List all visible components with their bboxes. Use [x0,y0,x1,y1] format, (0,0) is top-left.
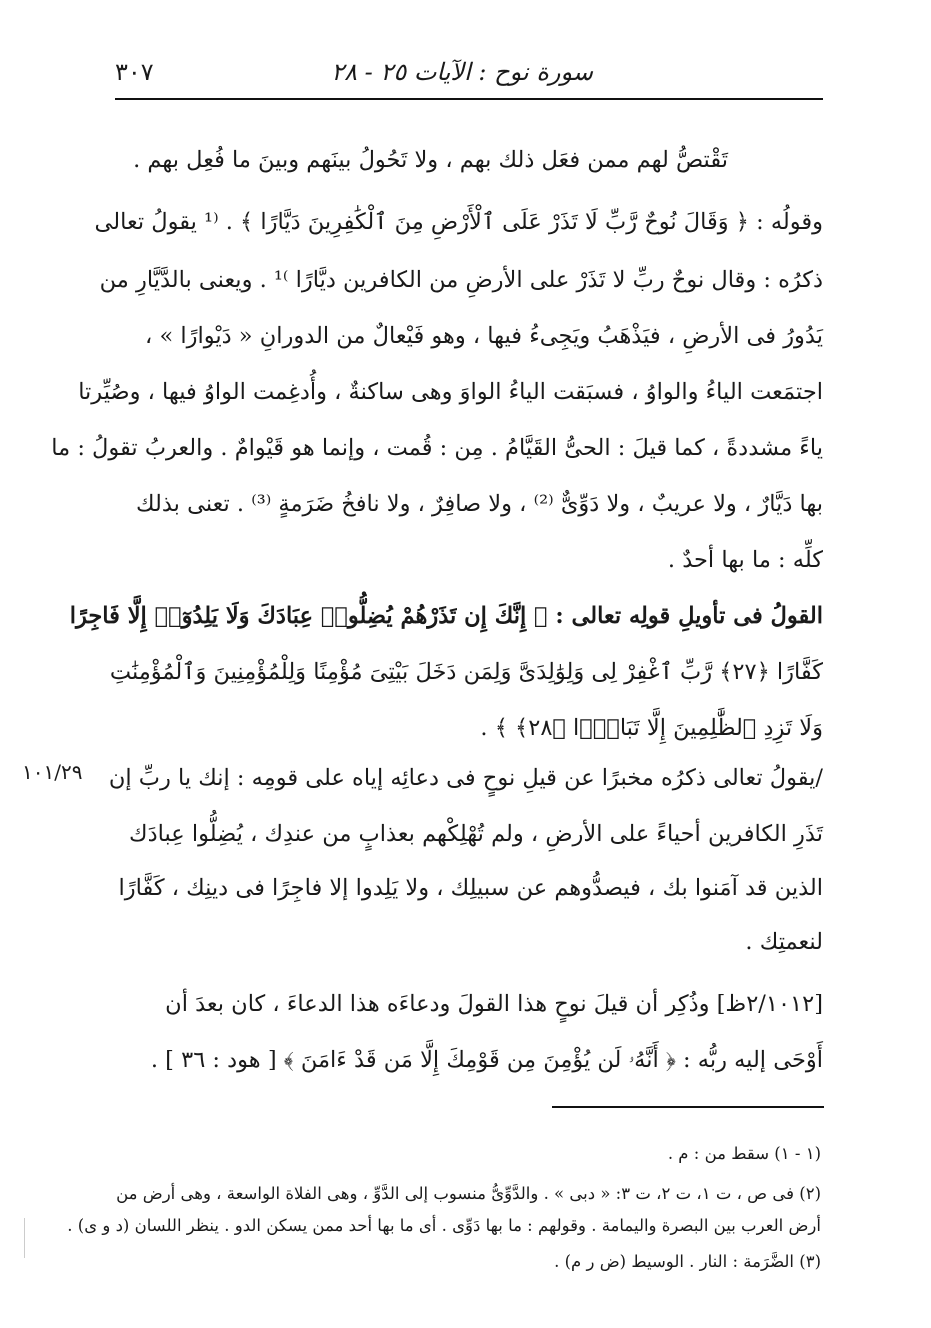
footnote-2-continued: أرض العرب بين البصرة واليمامة . وقولهم : ما بها دَوِّى . أى ما بها أحد ممن يسكن الدو . ينظر اللسان (د و ى) . [67,1216,821,1235]
text-line: بها دَيَّارٌ ، ولا عريبٌ ، ولا دَوِّىٌّ ⁽²⁾ ، ولا صافِرٌ ، ولا نافخُ ضَرَمةٍ ⁽³⁾ . تعنى بذلك [136,491,823,517]
margin-reference: ١٠١/٢٩ [22,760,83,784]
footnote-3: (٣) الضَّرَمة : النار . الوسيط (ض ر م) . [554,1252,821,1271]
section-heading-line: القولُ فى تأويلِ قولِه تعالى : ﴿ إِنَّكَ إِن تَذَرْهُمْ يُضِلُّوا۟ عِبَادَكَ وَلَا يَلِدُوٓا۟ إِلَّا فَاجِرًا [69,603,823,629]
footnote-rule [552,1106,824,1108]
text-line: /يقولُ تعالى ذكرُه مخبرًا عن قيلِ نوحٍ فى دعائِه إياه على قومِه : إنك يا ربِّ إن [108,765,823,791]
running-title: سورة نوح : الآيات ٢٥ - ٢٨ [331,58,593,86]
verse-line: وَلَا تَزِدِ ٱلظَّٰلِمِينَ إِلَّا تَبَارًۢا ﴿٢٨﴾ ﴾ . [480,715,823,741]
page-number: ٣٠٧ [115,58,154,86]
header-rule [115,98,823,100]
text-line: يَدُورُ فى الأرضِ ، فيَذْهَبُ ويَجِىءُ فيها ، وهو فَيْعالٌ من الدورانِ « دَيْوارًا » ، [145,323,823,349]
text-line: تَذَرِ الكافرين أحياءً على الأرضِ ، ولم تُهْلِكْهم بعذابٍ من عندِك ، يُضِلُّوا عِبادَك [129,821,823,847]
text-line: ياءً مشددةً ، كما قيلَ : الحىُّ القَيَّامُ . مِن : قُمت ، وإنما هو قَيْوامٌ . والعربُ تقولُ : ما [51,435,823,461]
footnote-2: (٢) فى ص ، ت ١، ت ٢، ت ٣: « دبى » . والدَّوِّىُّ منسوب إلى الدَّوِّ ، وهى الفلاة الواسعة ، وهى أرض من [116,1184,821,1203]
footnote-1: (١ - ١) سقط من : م . [667,1144,821,1163]
text-line: تَقْتصُّ لهم ممن فعَل ذلك بهم ، ولا تَحُولُ بينَهم وبينَ ما فُعِل بهم . [133,147,728,173]
text-line: وقولُه : ﴿ وَقَالَ نُوحٌ رَّبِّ لَا تَذَرْ عَلَى ٱلْأَرْضِ مِنَ ٱلْكَٰفِرِينَ دَيَّارًا ﴾ . ⁽¹ يقولُ تعالى [94,209,823,235]
text-line: [٢/١٠١٢ظ] وذُكِر أن قيلَ نوحٍ هذا القولَ ودعاءَه هذا الدعاءَ ، كان بعدَ أن [165,991,823,1017]
scan-edge-mark [24,1218,25,1258]
page-header [115,58,823,98]
text-line: لنعمتِك . [745,929,823,955]
text-line: اجتمَعت الياءُ والواوُ ، فسبَقت الياءُ الواوَ وهى ساكنةٌ ، وأُدغِمت الواوُ فيها ، وصُيِّرتا [78,379,823,405]
text-line: ذكرُه : وقال نوحٌ ربِّ لا تَذَرْ على الأرضِ من الكافرين ديَّارًا ⁾¹ . ويعنى بالدَّيَّارِ من [99,267,823,293]
text-line: كلِّه : ما بها أحدٌ . [667,547,823,573]
verse-line: كَفَّارًا ﴿٢٧﴾ رَّبِّ ٱغْفِرْ لِى وَلِوَٰلِدَىَّ وَلِمَن دَخَلَ بَيْتِىَ مُؤْمِنًا وَلِلْمُؤْمِنِينَ وَٱلْمُؤْمِنَٰتِ [109,659,823,685]
text-line: أَوْحَى إليه ربُّه : ﴿ أَنَّهُۥ لَن يُؤْمِنَ مِن قَوْمِكَ إِلَّا مَن قَدْ ءَامَنَ ﴾ [ هود : ٣٦ ] . [150,1047,823,1073]
text-line: الذين قد آمَنوا بك ، فيصدُّوهم عن سبيلِك ، ولا يَلِدوا إلا فاجِرًا فى دينِك ، كَفَّارًا [118,875,823,901]
